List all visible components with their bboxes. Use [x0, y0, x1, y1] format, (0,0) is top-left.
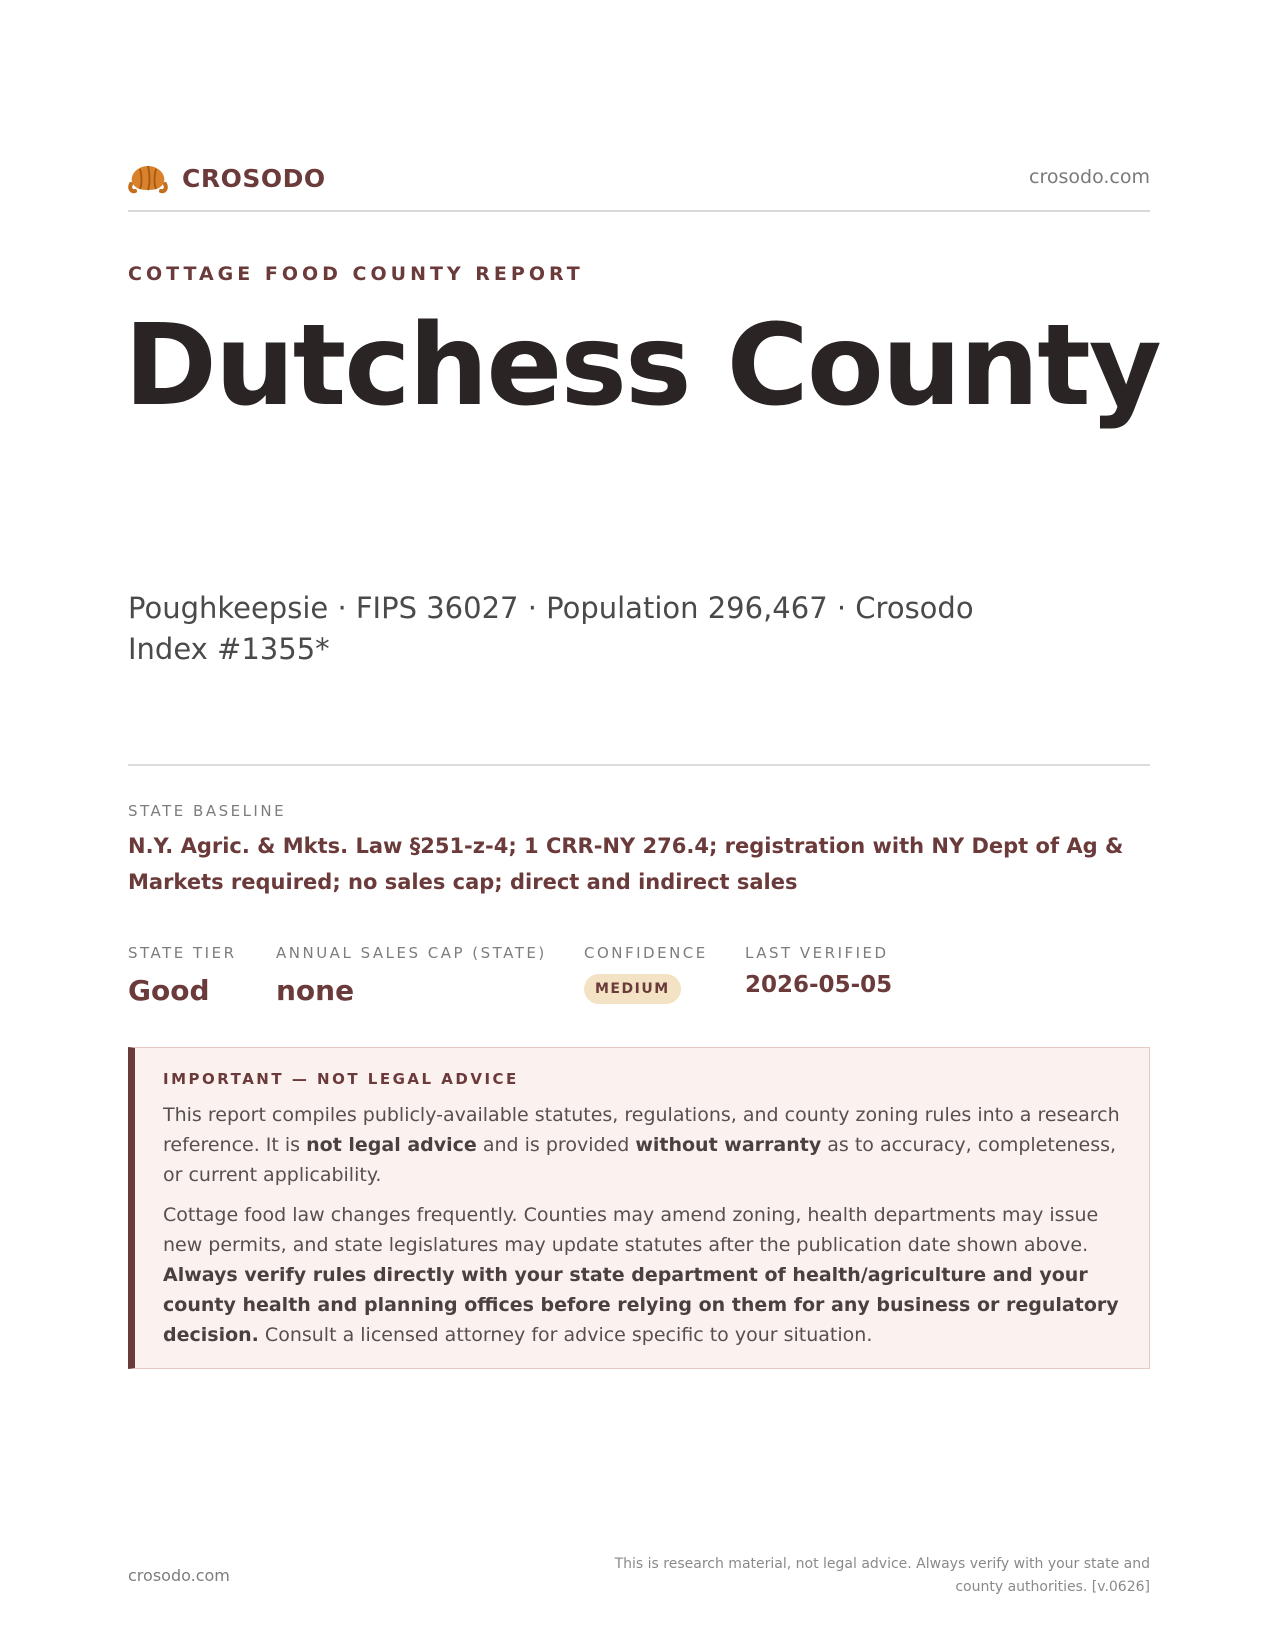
county-subtitle: Poughkeepsie · FIPS 36027 · Population 296,467 · Crosodo Index #1355*: [128, 591, 974, 666]
notice-emphasis: Always verify rules directly with your state department of health/agriculture and your county health and planning offices before relying on them for any business or regulatory decision.: [163, 1264, 1119, 1346]
last-verified-label: LAST VERIFIED: [745, 944, 889, 962]
stats-row: [128, 944, 1150, 1014]
site-url-link[interactable]: crosodo.com: [1029, 166, 1150, 188]
legal-notice: [128, 1047, 1150, 1369]
legal-notice-paragraph-1: [163, 1100, 1123, 1190]
croissant-icon: [128, 160, 168, 196]
notice-emphasis: not legal advice: [306, 1134, 477, 1156]
stat-confidence: [584, 944, 708, 1004]
legal-notice-paragraph-2: [163, 1200, 1123, 1350]
confidence-label: CONFIDENCE: [584, 944, 708, 962]
notice-emphasis: without warranty: [635, 1134, 822, 1156]
notice-text: Cottage food law changes frequently. Counties may amend zoning, health departments may issue new permits, and state legislatures may update statutes after the publication date shown above.: [163, 1204, 1099, 1256]
notice-text: This report compiles publicly-available statutes, regulations, and county zoning rules into a research reference. It is: [163, 1104, 1120, 1156]
sales-cap-value: none: [276, 974, 355, 1007]
state-baseline-label: STATE BASELINE: [128, 802, 287, 820]
last-verified-value: 2026-05-05: [745, 972, 893, 998]
stat-sales-cap: [276, 944, 547, 1007]
report-eyebrow: COTTAGE FOOD COUNTY REPORT: [128, 263, 584, 285]
brand-name: CROSODO: [182, 163, 326, 193]
page-title: Dutchess County: [124, 301, 1160, 431]
header-divider: [128, 210, 1150, 212]
brand[interactable]: [128, 160, 326, 196]
state-baseline-text: N.Y. Agric. & Mkts. Law §251-z-4; 1 CRR-NY 276.4; registration with NY Dept of Ag & Markets required; no sales cap; direct and indirect sales: [128, 834, 1124, 894]
confidence-badge: MEDIUM: [584, 974, 681, 1004]
stat-last-verified: [745, 944, 892, 998]
report-page: [124, 0, 1160, 1650]
page-header: [128, 160, 1150, 210]
notice-text: as to accuracy, completeness, or current applicability.: [163, 1134, 1117, 1186]
footer-site-url[interactable]: crosodo.com: [128, 1566, 230, 1585]
stat-state-tier: [128, 944, 237, 1007]
notice-text: Consult a licensed attorney for advice specific to your situation.: [258, 1324, 873, 1346]
sales-cap-label: ANNUAL SALES CAP (STATE): [276, 944, 547, 962]
section-divider: [128, 764, 1150, 766]
footer-disclaimer: This is research material, not legal advice. Always verify with your state and county authorities. [v.0626]: [614, 1556, 1150, 1595]
state-tier-value: Good: [128, 974, 210, 1007]
state-tier-label: STATE TIER: [128, 944, 237, 962]
legal-notice-title: IMPORTANT — NOT LEGAL ADVICE: [163, 1070, 519, 1088]
notice-text: and is provided: [476, 1134, 636, 1156]
